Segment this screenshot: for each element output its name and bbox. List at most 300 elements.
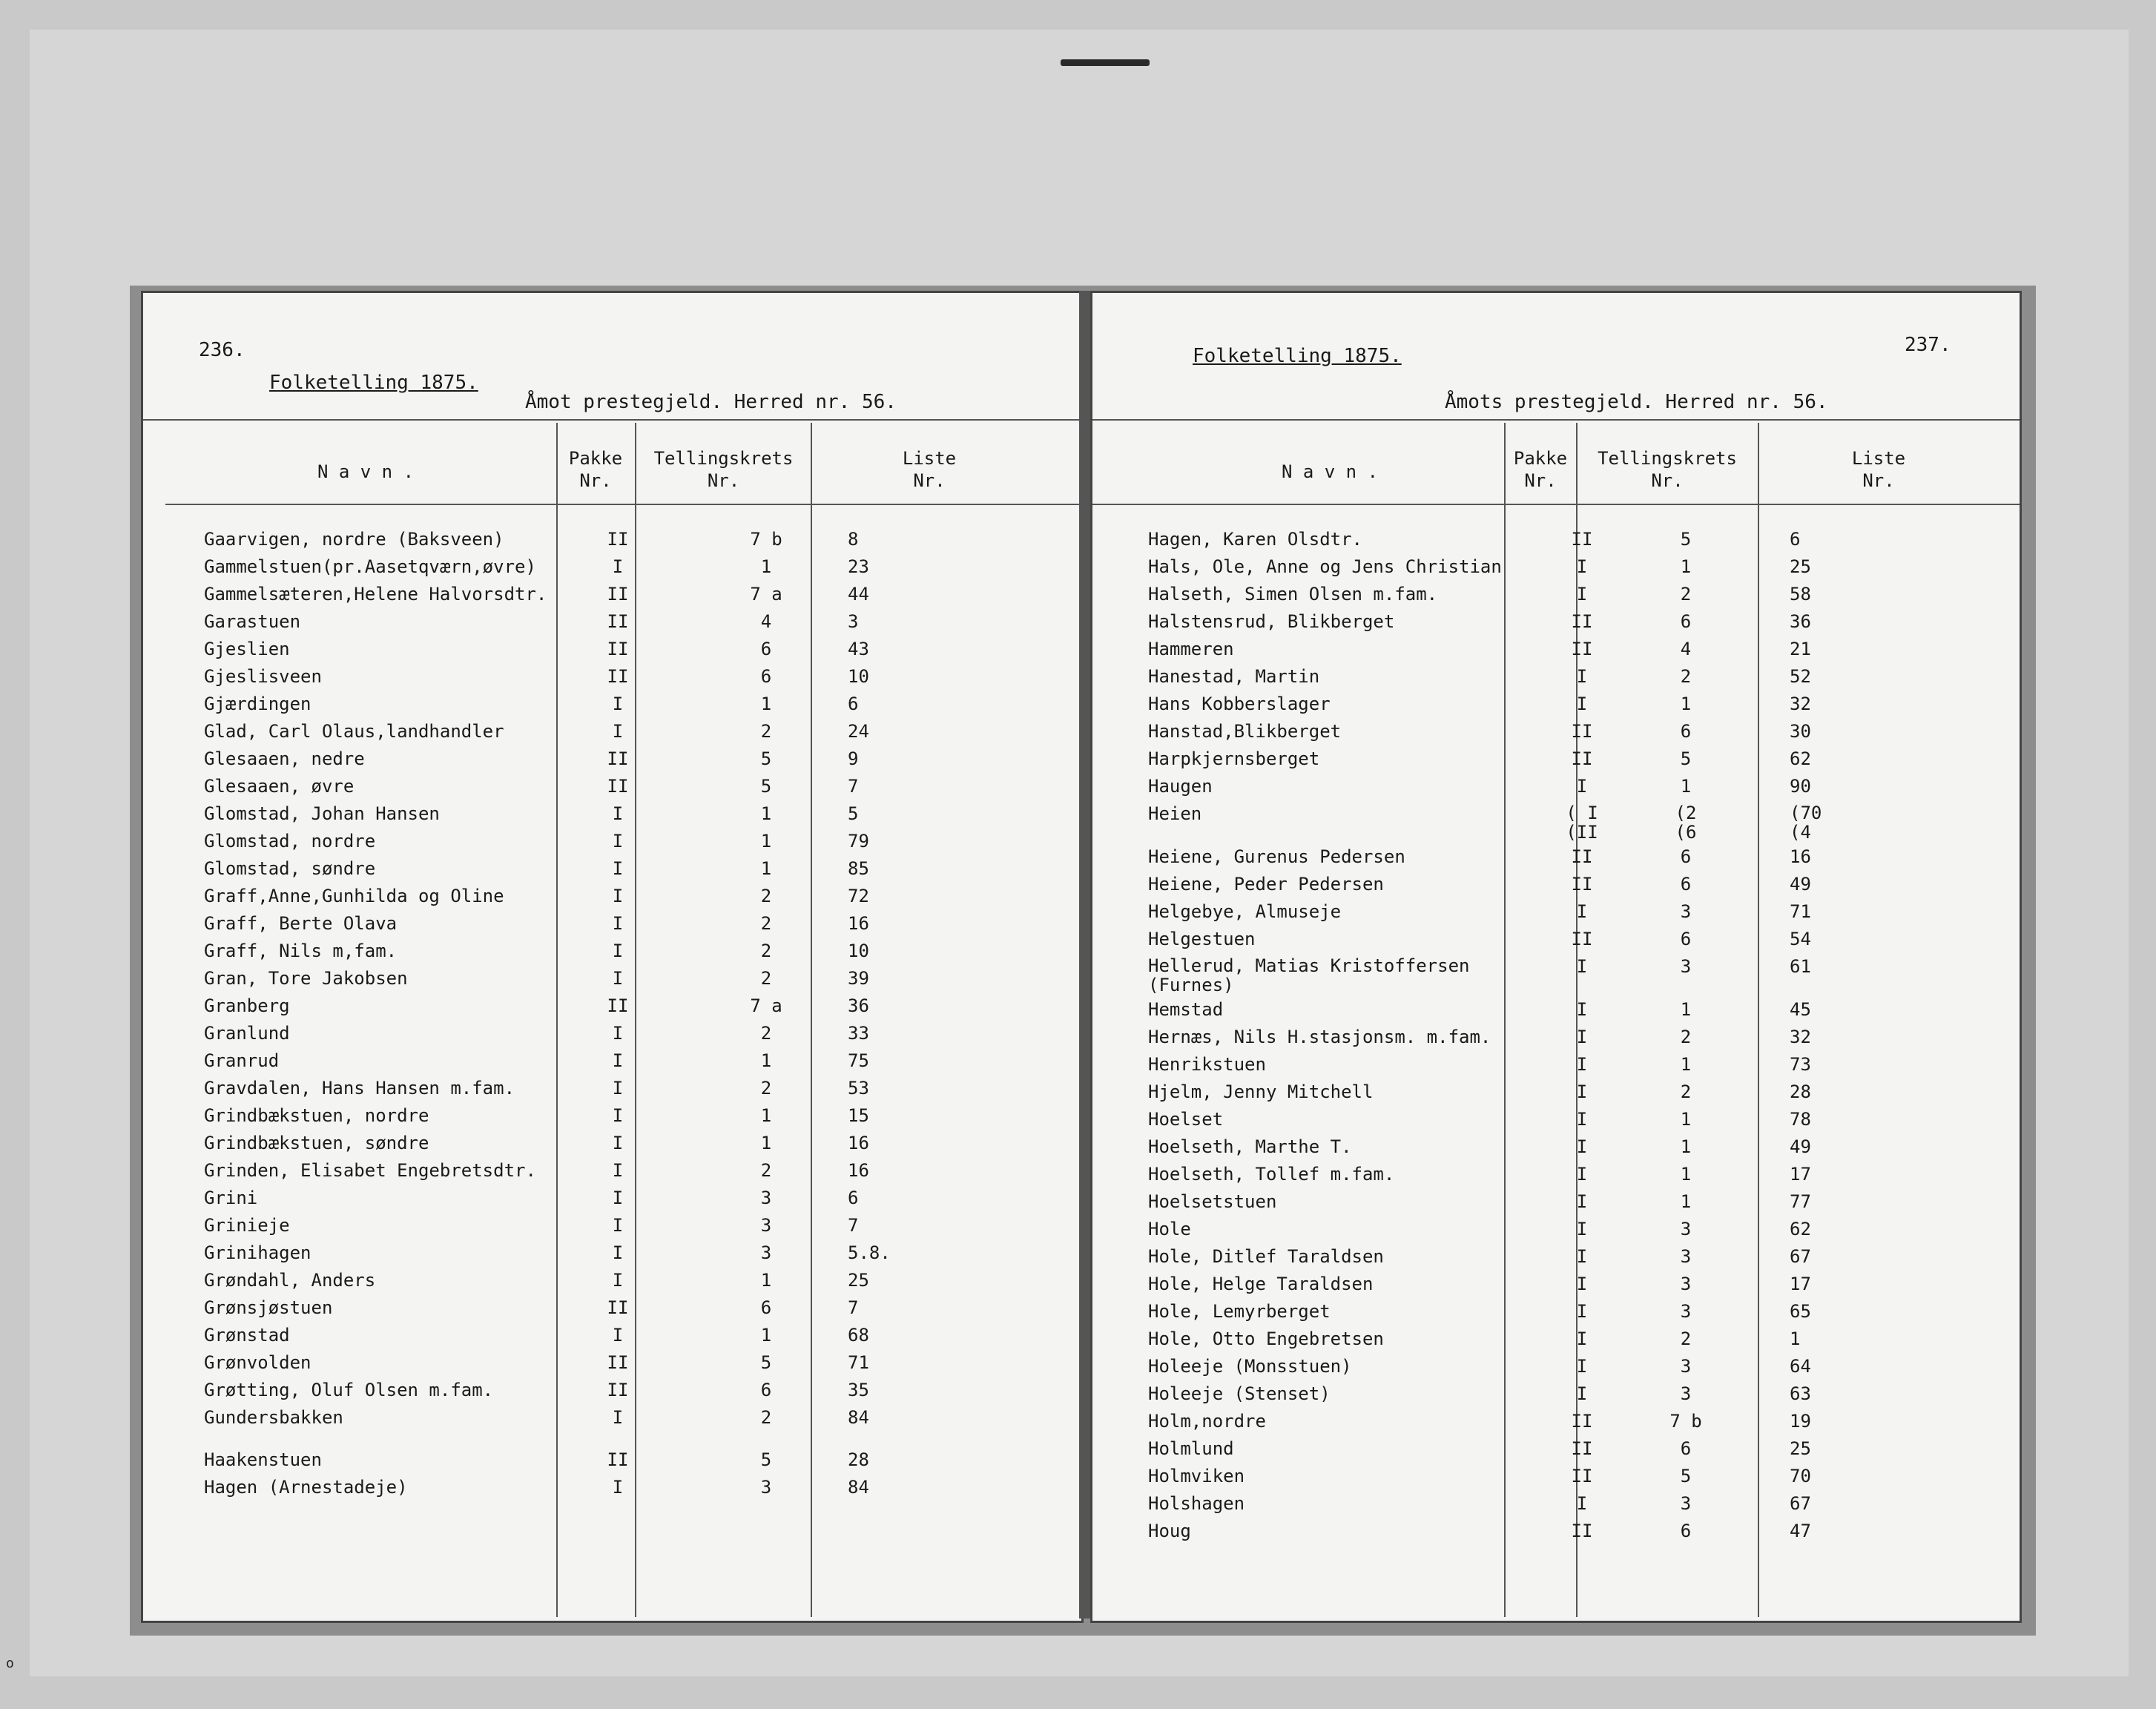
header-rule-top [143,419,1081,421]
liste-cell: 5.8. [848,1242,891,1263]
name-cell: Graff, Nils m,fam. [204,941,398,961]
pakke-cell: I [612,831,624,852]
name-cell: Holmviken [1148,1466,1245,1486]
liste-cell: 23 [848,556,869,577]
krets-cell: 1 [760,803,772,824]
table-row [143,1105,1081,1133]
table-row [1092,1411,2020,1438]
krets-cell: 1 [1680,694,1692,714]
table-row [1092,1301,2020,1328]
liste-cell: 62 [1790,1219,1811,1239]
pakke-cell: I [612,1477,624,1498]
name-cell: Grøtting, Oluf Olsen m.fam. [204,1380,494,1400]
right-page [1090,291,2022,1623]
table-row [143,584,1081,611]
name-cell: Grindbækstuen, nordre [204,1105,429,1126]
table-row [143,1242,1081,1270]
table-row [143,748,1081,776]
pakke-cell: II [607,639,629,659]
liste-cell: 73 [1790,1054,1811,1075]
krets-cell: 1 [1680,1191,1692,1212]
pakke-cell: I [612,1188,624,1208]
name-cell: Heiene, Gurenus Pedersen [1148,846,1405,867]
name-cell: Henrikstuen [1148,1054,1266,1075]
pakke-cell: I [1576,1081,1588,1102]
pakke-cell: II [607,776,629,797]
table-row [1092,1136,2020,1164]
pakke-cell: I [612,556,624,577]
krets-cell: 1 [1680,1164,1692,1185]
liste-cell: 70 [1790,1466,1811,1486]
name-cell: Hanestad, Martin [1148,666,1320,687]
name-cell: Gravdalen, Hans Hansen m.fam. [204,1078,515,1099]
liste-cell: 72 [848,886,869,906]
liste-cell: 61 [1790,956,1811,977]
pakke-cell: II [607,611,629,632]
liste-cell: 16 [848,913,869,934]
pakke-cell: I [612,1215,624,1236]
liste-cell: 15 [848,1105,869,1126]
krets-cell: 6 [1680,1521,1692,1541]
name-cell: Gjeslien [204,639,290,659]
krets-cell: 4 [760,611,772,632]
liste-cell: 16 [848,1160,869,1181]
name-cell: Gammelsæteren,Helene Halvorsdtr. [204,584,547,605]
table-row [1092,529,2020,556]
column-header-krets: Tellingskrets Nr. [1598,448,1737,491]
krets-cell: 5 [760,776,772,797]
krets-cell: 1 [760,858,772,879]
page-subtitle: Åmots prestegjeld. Herred nr. 56. [1445,391,1828,413]
pakke-cell: II [1571,721,1593,742]
table-row [143,886,1081,913]
name-cell: Garastuen [204,611,301,632]
pakke-cell: I [1576,1383,1588,1404]
pakke-cell: I [612,913,624,934]
krets-cell: 3 [1680,901,1692,922]
name-cell: Haakenstuen [204,1449,322,1470]
column-header-pakke: Pakke Nr. [568,448,623,491]
liste-cell: 43 [848,639,869,659]
pakke-cell: I [1576,694,1588,714]
krets-cell: 5 [1680,748,1692,769]
name-cell: Holeeje (Monsstuen) [1148,1356,1352,1377]
krets-cell: 2 [760,721,772,742]
name-cell: Hoelset [1148,1109,1224,1130]
krets-cell: 1 [1680,1109,1692,1130]
liste-cell: 36 [848,995,869,1016]
table-row [1092,929,2020,956]
krets-cell: 2 [760,968,772,989]
pakke-cell: I [1576,901,1588,922]
name-cell: Hole, Otto Engebretsen [1148,1328,1384,1349]
name-cell: Granrud [204,1050,280,1071]
pakke-cell: I [1576,1054,1588,1075]
name-cell: Gjærdingen [204,694,311,714]
name-cell: Halstensrud, Blikberget [1148,611,1395,632]
table-row [1092,1109,2020,1136]
krets-cell: 1 [760,1325,772,1346]
liste-cell: 64 [1790,1356,1811,1377]
krets-cell: 1 [760,556,772,577]
name-cell: Grøndahl, Anders [204,1270,376,1291]
table-row [1092,1521,2020,1548]
table-row [143,1188,1081,1215]
liste-cell: 35 [848,1380,869,1400]
pakke-cell: I [612,1242,624,1263]
krets-cell: 3 [1680,1274,1692,1294]
krets-cell: 6 [1680,846,1692,867]
column-header-navn: N a v n . [1281,461,1379,482]
name-cell: Glad, Carl Olaus,landhandler [204,721,504,742]
liste-cell: 84 [848,1407,869,1428]
name-cell: Helgestuen [1148,929,1256,949]
liste-cell: 49 [1790,874,1811,895]
table-row [1092,721,2020,748]
column-header-liste: Liste Nr. [902,448,957,491]
liste-cell: 16 [848,1133,869,1153]
liste-cell: 65 [1790,1301,1811,1322]
name-cell: Hole, Lemyrberget [1148,1301,1331,1322]
page-subtitle: Åmot prestegjeld. Herred nr. 56. [525,391,897,413]
liste-cell: 39 [848,968,869,989]
name-cell: Houg [1148,1521,1191,1541]
table-row [1092,1191,2020,1219]
name-cell: Hemstad [1148,999,1224,1020]
krets-cell: 7 a [750,995,782,1016]
krets-cell: 2 [760,886,772,906]
krets-cell: 4 [1680,639,1692,659]
krets-cell: 5 [1680,1466,1692,1486]
name-cell: Gaarvigen, nordre (Baksveen) [204,529,504,550]
table-row [1092,666,2020,694]
pakke-cell: II [1571,611,1593,632]
krets-cell: 3 [760,1242,772,1263]
pakke-cell: I [612,1325,624,1346]
liste-cell: 16 [1790,846,1811,867]
name-cell: Grindbækstuen, søndre [204,1133,429,1153]
pakke-cell: II [1571,929,1593,949]
pakke-cell: I [612,1078,624,1099]
krets-cell: 6 [760,639,772,659]
krets-cell: 1 [760,694,772,714]
name-cell: Holmlund [1148,1438,1234,1459]
table-row [1092,556,2020,584]
pakke-cell: I [1576,1136,1588,1157]
pakke-cell: II [1571,639,1593,659]
liste-cell: 45 [1790,999,1811,1020]
pakke-cell: I [1576,584,1588,605]
pakke-cell: II [1571,1466,1593,1486]
table-row [1092,874,2020,901]
krets-cell: 1 [760,1133,772,1153]
liste-cell: 49 [1790,1136,1811,1157]
table-row [143,831,1081,858]
pakke-cell: I [612,1050,624,1071]
table-row [143,1352,1081,1380]
liste-cell: 52 [1790,666,1811,687]
pakke-cell: I [612,968,624,989]
table-row [1092,1246,2020,1274]
header-rule-top [1092,419,2020,421]
page-title: Folketelling 1875. [1193,345,1402,367]
table-row [143,913,1081,941]
liste-cell: 17 [1790,1274,1811,1294]
table-row [143,1380,1081,1407]
pakke-cell: II [1571,1438,1593,1459]
pakke-cell: II [607,748,629,769]
table-row [1092,1438,2020,1466]
pakke-cell: I [612,721,624,742]
pakke-cell: I [1576,666,1588,687]
krets-cell: 1 [760,1105,772,1126]
liste-cell: 36 [1790,611,1811,632]
pakke-cell: I [1576,1274,1588,1294]
table-row [143,1477,1081,1504]
pakke-cell: II [607,995,629,1016]
book-spine [1079,291,1090,1619]
krets-cell: 1 [1680,999,1692,1020]
name-cell: Hagen (Arnestadeje) [204,1477,408,1498]
pakke-cell: I [612,694,624,714]
table-row [143,611,1081,639]
liste-cell: 44 [848,584,869,605]
pakke-cell: ( I (II [1566,803,1598,843]
table-row [1092,999,2020,1027]
krets-cell: 3 [1680,956,1692,977]
name-cell: Hoelseth, Marthe T. [1148,1136,1352,1157]
liste-cell: (70 (4 [1790,803,1822,843]
header-rule-bottom [1092,504,2020,505]
name-cell: Glomstad, Johan Hansen [204,803,440,824]
table-row [143,803,1081,831]
table-row [1092,639,2020,666]
table-row [143,529,1081,556]
krets-cell: 2 [760,1023,772,1044]
liste-cell: 32 [1790,1027,1811,1047]
table-row [1092,1356,2020,1383]
liste-cell: 7 [848,1215,859,1236]
krets-cell: 6 [760,1380,772,1400]
pakke-cell: I [612,886,624,906]
krets-cell: 3 [760,1188,772,1208]
liste-cell: 17 [1790,1164,1811,1185]
krets-cell: 5 [760,1352,772,1373]
table-row [143,1449,1081,1477]
name-cell: Grinden, Elisabet Engebretsdtr. [204,1160,536,1181]
name-cell: Graff,Anne,Gunhilda og Oline [204,886,504,906]
krets-cell: 6 [1680,611,1692,632]
krets-cell: 2 [1680,1328,1692,1349]
pakke-cell: I [1576,956,1588,977]
page-number: 237. [1905,334,1951,356]
pakke-cell: II [1571,846,1593,867]
krets-cell: 1 [1680,1136,1692,1157]
table-row [1092,584,2020,611]
name-cell: Hole, Helge Taraldsen [1148,1274,1374,1294]
table-row [143,1270,1081,1297]
liste-cell: 85 [848,858,869,879]
liste-cell: 6 [1790,529,1801,550]
liste-cell: 19 [1790,1411,1811,1432]
table-row [1092,776,2020,803]
liste-cell: 6 [848,694,859,714]
krets-cell: 1 [760,831,772,852]
name-cell: Graff, Berte Olava [204,913,398,934]
krets-cell: 3 [1680,1246,1692,1267]
krets-cell: 1 [1680,776,1692,797]
pakke-cell: II [607,1380,629,1400]
page-title: Folketelling 1875. [269,372,478,394]
table-row [1092,1328,2020,1356]
krets-cell: 3 [1680,1383,1692,1404]
table-row [143,1215,1081,1242]
name-cell: Glomstad, søndre [204,858,376,879]
name-cell: Glesaaen, øvre [204,776,355,797]
pakke-cell: I [1576,1301,1588,1322]
table-row [143,1407,1081,1435]
table-row [1092,1164,2020,1191]
krets-cell: 2 [760,1078,772,1099]
table-row [143,1050,1081,1078]
pakke-cell: I [1576,999,1588,1020]
name-cell: Hellerud, Matias Kristoffersen (Furnes) [1148,955,1470,995]
pakke-cell: I [1576,1027,1588,1047]
table-row [1092,901,2020,929]
liste-cell: 28 [1790,1081,1811,1102]
name-cell: Hals, Ole, Anne og Jens Christian [1148,556,1502,577]
pakke-cell: I [612,1133,624,1153]
krets-cell: 6 [1680,721,1692,742]
pakke-cell: II [1571,1411,1593,1432]
krets-cell: (2 (6 [1675,803,1697,843]
name-cell: Hjelm, Jenny Mitchell [1148,1081,1374,1102]
name-cell: Gundersbakken [204,1407,343,1428]
pakke-cell: I [1576,1493,1588,1514]
name-cell: Haugen [1148,776,1213,797]
table-row [1092,1027,2020,1054]
krets-cell: 3 [1680,1301,1692,1322]
table-row [1092,1493,2020,1521]
liste-cell: 63 [1790,1383,1811,1404]
column-header-krets: Tellingskrets Nr. [653,448,794,491]
krets-cell: 2 [760,1160,772,1181]
pakke-cell: II [1571,874,1593,895]
name-cell: Granberg [204,995,290,1016]
table-row [143,1160,1081,1188]
liste-cell: 1 [1790,1328,1801,1349]
name-cell: Granlund [204,1023,290,1044]
liste-cell: 25 [848,1270,869,1291]
liste-cell: 24 [848,721,869,742]
krets-cell: 3 [760,1477,772,1498]
krets-cell: 3 [760,1215,772,1236]
column-header-navn: N a v n . [317,461,415,482]
liste-cell: 71 [848,1352,869,1373]
name-cell: Glesaaen, nedre [204,748,365,769]
krets-cell: 5 [760,1449,772,1470]
pakke-cell: II [607,529,629,550]
liste-cell: 10 [848,941,869,961]
liste-cell: 21 [1790,639,1811,659]
krets-cell: 3 [1680,1219,1692,1239]
liste-cell: 6 [848,1188,859,1208]
name-cell: Glomstad, nordre [204,831,376,852]
liste-cell: 7 [848,1297,859,1318]
name-cell: Hammeren [1148,639,1234,659]
table-row [1092,1219,2020,1246]
table-row [143,995,1081,1023]
pakke-cell: I [1576,1164,1588,1185]
name-cell: Halseth, Simen Olsen m.fam. [1148,584,1438,605]
pakke-cell: I [612,1160,624,1181]
pakke-cell: I [1576,1328,1588,1349]
liste-cell: 79 [848,831,869,852]
pakke-cell: I [1576,556,1588,577]
krets-cell: 1 [760,1270,772,1291]
table-row [143,666,1081,694]
name-cell: Hoelseth, Tollef m.fam. [1148,1164,1395,1185]
pakke-cell: I [612,858,624,879]
table-row [143,1023,1081,1050]
pakke-cell: II [1571,1521,1593,1541]
table-row [143,776,1081,803]
table-row [143,556,1081,584]
name-cell: Hole [1148,1219,1191,1239]
pakke-cell: I [1576,1219,1588,1239]
table-row [1092,803,2020,843]
name-cell: Grinieje [204,1215,290,1236]
column-header-liste: Liste Nr. [1851,448,1906,491]
krets-cell: 6 [1680,929,1692,949]
header-rule-bottom [165,504,1081,505]
table-row [1092,748,2020,776]
table-row [143,858,1081,886]
name-cell: Hans Kobberslager [1148,694,1331,714]
liste-cell: 5 [848,803,859,824]
name-cell: Hole, Ditlef Taraldsen [1148,1246,1384,1267]
name-cell: Grønsjøstuen [204,1297,333,1318]
table-row [143,694,1081,721]
liste-cell: 3 [848,611,859,632]
krets-cell: 2 [1680,1081,1692,1102]
pakke-cell: II [1571,748,1593,769]
name-cell: Gran, Tore Jakobsen [204,968,408,989]
liste-cell: 28 [848,1449,869,1470]
liste-cell: 84 [848,1477,869,1498]
krets-cell: 7 b [1669,1411,1702,1432]
name-cell: Harpkjernsberget [1148,748,1320,769]
table-row [1092,1383,2020,1411]
krets-cell: 2 [1680,1027,1692,1047]
name-cell: Hagen, Karen Olsdtr. [1148,529,1362,550]
pakke-cell: I [1576,776,1588,797]
pakke-cell: I [1576,1246,1588,1267]
table-row [143,639,1081,666]
table-row [1092,1466,2020,1493]
krets-cell: 2 [760,1407,772,1428]
krets-cell: 6 [760,1297,772,1318]
krets-cell: 2 [760,941,772,961]
liste-cell: 71 [1790,901,1811,922]
liste-cell: 90 [1790,776,1811,797]
krets-cell: 1 [760,1050,772,1071]
name-cell: Gjeslisveen [204,666,322,687]
krets-cell: 1 [1680,556,1692,577]
liste-cell: 78 [1790,1109,1811,1130]
liste-cell: 75 [848,1050,869,1071]
liste-cell: 54 [1790,929,1811,949]
